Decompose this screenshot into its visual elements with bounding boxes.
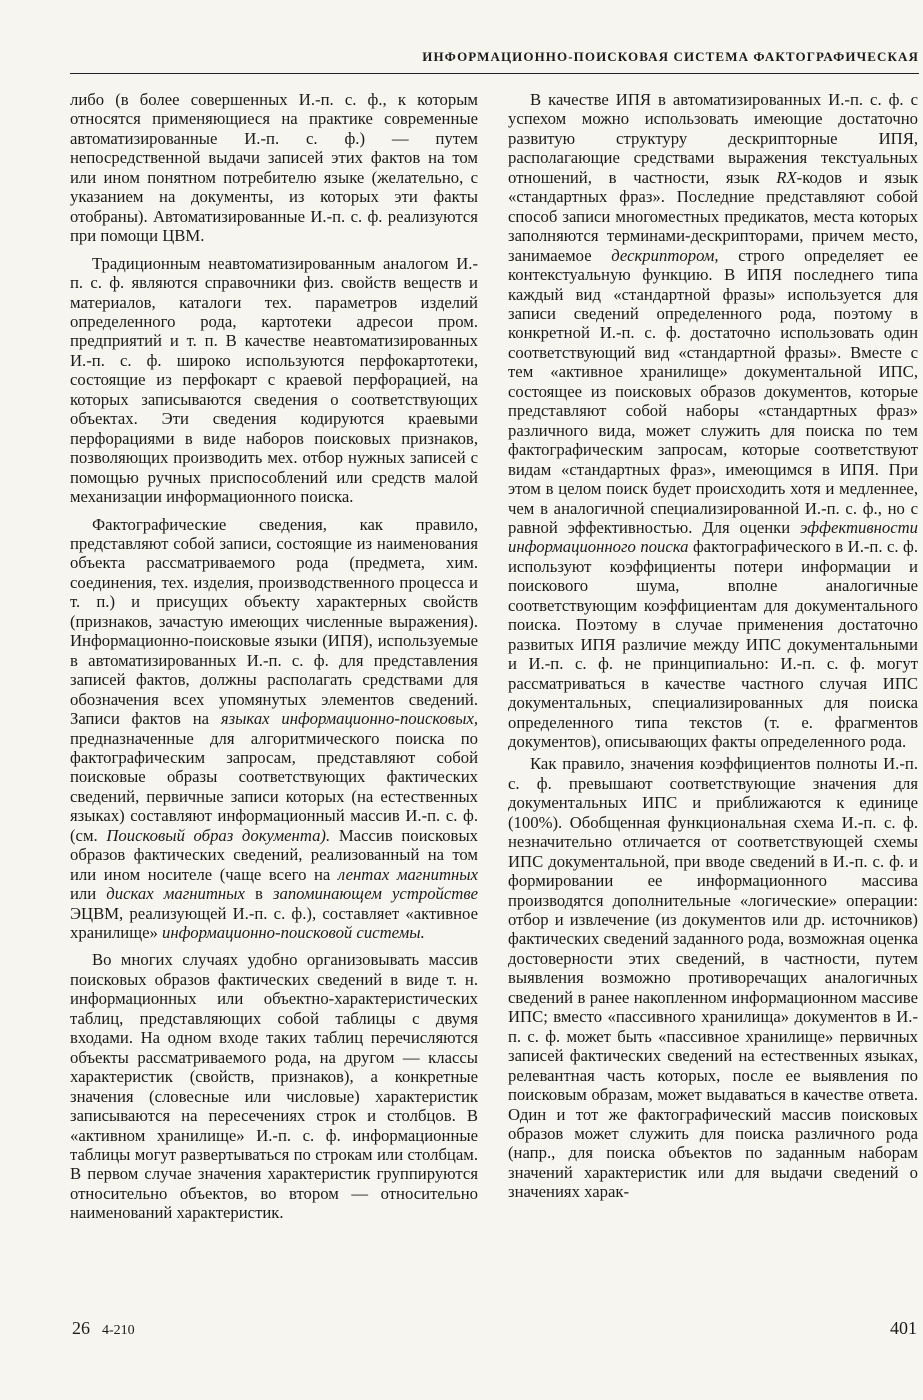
- right-column: [508, 90, 918, 1202]
- text-run: ЭЦВМ, реализующей И.-п. с. ф.), составляет «активное хранилище»: [70, 903, 478, 943]
- term-link: дисках магнитных: [106, 884, 245, 904]
- text-run: или: [70, 884, 97, 904]
- text-run: строго определяет ее контекстуальную функцию. В ИПЯ последнего типа каждый вид «стандартной фразы» используется для записи сведений определенного рода, поэтому в конкретной И.-п. с. ф. достаточно использовать один соответствующий вид «стандартной фразы». Вместе с тем «активное хранилище» документальной ИПС, состоящее из поисковых образов документов, которые представляют собой наборы «стандартных фраз» различного вида, может служить для поиска по тем фактографическим запросам, которые соответствуют видам «стандартных фраз», имеющимся в ИПЯ. При этом в целом поиск будет происходить хотя и медленнее, чем в аналогичной специализированной И.-п. с. ф., но с равной эффективностью. Для оценки: [508, 245, 919, 537]
- text-run: -кодов и язык «стандартных фраз». Последние представляют собой способ записи многоместных предикатов, места которых заполняются терминами-дескрипторами, причем место, занимаемое: [508, 167, 918, 265]
- term-link: языках информационно-поисковых,: [220, 709, 479, 729]
- term-link: запоминающем устройстве: [272, 884, 479, 904]
- text-run: Фактографические сведения, как правило, представляют собой записи, состоящие из наименования объекта рассматриваемого рода (предмета, хим. соединения, тех. изделия, производственного процесса и т. п.) и присущих объекту характерных свойств (признаков, зачастую имеющих численные выражения). Информационно-поисковые языки (ИПЯ), используемые в автоматизированных И.-п. с. ф. для представления записей фактов, должны располагать средствами для обозначения всех упомянутых элементов сведений. Записи фактов на: [70, 514, 478, 729]
- page-number-right: 401: [890, 1318, 917, 1338]
- left-column: [70, 90, 478, 1223]
- term-link: лентах магнитных: [337, 864, 478, 884]
- page-number-left: 26: [72, 1318, 90, 1338]
- footer-left: [72, 1318, 135, 1339]
- text-run: фактографического в И.-п. с. ф. используют коэффициенты потери информации и поискового шума, вполне аналогичные соответствующим коэффициентам для документального поиска. Поэтому в случае применения достаточно развитых ИПЯ различие между ИПС документальными и И.-п. с. ф. не принципиально: И.-п. с. ф. могут рассматриваться в качестве частного случая ИПС документальных, специализированных для поиска определенного типа текстов (т. е. фрагментов документов), описывающих факты определенного рода.: [508, 537, 919, 751]
- header-title: ИНФОРМАЦИОННО-ПОИСКОВАЯ СИСТЕМА ФАКТОГРАФИЧЕСКАЯ: [422, 49, 919, 64]
- right-paragraph-2: Как правило, значения коэффициентов полноты И.-п. с. ф. превышают соответствующие значения для документальных ИПС и приближаются к единице (100%). Обобщенная функциональная схема И.-п. с. ф. незначительно отличается от соответствующей схемы ИПС документальной, при вводе сведений в И.-п. с. ф. и формировании ее информационного массива производятся дополнительные «логические» операции: отбор и извлечение (из документов или др. источников) фактических сведений заданного рода, возможная оценка достоверности этих сведений, в частности, путем выявления возможно противоречащих аналогичных сведений в ранее накопленном информационном массиве ИПС; вместо «пассивного хранилища» документов в И.-п. с. ф. может быть «пассивное хранилище» первичных записей фактических сведений на естественных языках, релевантная часть которых, после ее выявления по поисковым образам, может выдаваться в качестве ответа. Один и тот же фактографический массив поисковых образов может служить для поиска различного рода (напр., для поиска объектов по заданным наборам значений характеристик или для выдачи сведений о значениях харак-: [508, 754, 918, 1202]
- term-link: эффективности информационного поиска: [508, 517, 919, 557]
- printer-signature: 4-210: [102, 1323, 135, 1338]
- left-paragraph-2: Традиционным неавтоматизированным аналогом И.-п. с. ф. являются справочники физ. свойств веществ и материалов, каталоги тех. параметров изделий определенного рода, картотеки адресои пром. предприятий и т. п. В качестве неавтоматизированных И.-п. с. ф. широко используются перфокартотеки, состоящие из перфокарт с краевой перфорацией, на которых записываются сведения о соответствующих объектах. Эти сведения кодируются краевыми перфорациями в виде наборов поисковых признаков, позволяющих производить мех. отбор нужных записей с помощью ручных приспособлений или средств малой механизации информационного поиска.: [70, 253, 478, 507]
- left-paragraph-1: либо (в более совершенных И.-п. с. ф., к которым относятся применяющиеся на практике современные автоматизированные И.-п. с. ф.) — путем непосредственной выдачи записей этих фактов на том или ином понятном потребителю языке (желательно, с указанием на документы, из которых эти факты отобраны). Автоматизированные И.-п. с. ф. реализуются при помощи ЦВМ.: [70, 90, 478, 246]
- right-paragraph-1: [508, 90, 918, 751]
- text-run: В качестве ИПЯ в автоматизированных И.-п. с. ф. с успехом можно использовать имеющие достаточно развитую структуру дескрипторные ИПЯ, располагающие средствами выражения текстуальных отношений, в частности, язык: [508, 90, 918, 187]
- text-run: Массив поисковых образов фактических сведений, реализованный на том или ином носителе (чаще всего на: [70, 825, 478, 884]
- term-link: информационно-поисковой системы.: [162, 923, 425, 943]
- rx-symbol: RX: [776, 167, 797, 187]
- left-paragraph-4: Во многих случаях удобно организовывать массив поисковых образов фактических сведений в виде т. н. информационных или объектно-характеристических таблиц, представляющих собой таблицы с двумя входами. На одном входе таких таблиц перечисляются объекты рассматриваемого рода, на другом — классы характеристик (свойств, признаков), а конкретные значения (словесные или числовые) характеристик записываются на пересечениях строк и столбцов. В «активном хранилище» И.-п. с. ф. информационные таблицы могут развертываться по строкам или столбцам. В первом случае значения характеристик группируются относительно объектов, во втором — относительно наименований характеристик.: [70, 950, 478, 1223]
- left-paragraph-3: [70, 515, 478, 943]
- running-header: [70, 47, 919, 74]
- text-run: предназначенные для алгоритмического поиска по фактографическим запросам, представляют собой поисковые образы соответствующих фактических сведений, первичные записи которых (на естественных языках) составляют информационный массив И.-п. с. ф. (см.: [70, 728, 478, 845]
- term-link: дескриптором,: [611, 245, 719, 265]
- text-run: в: [254, 884, 263, 904]
- term-link: Поисковый образ документа).: [106, 825, 331, 845]
